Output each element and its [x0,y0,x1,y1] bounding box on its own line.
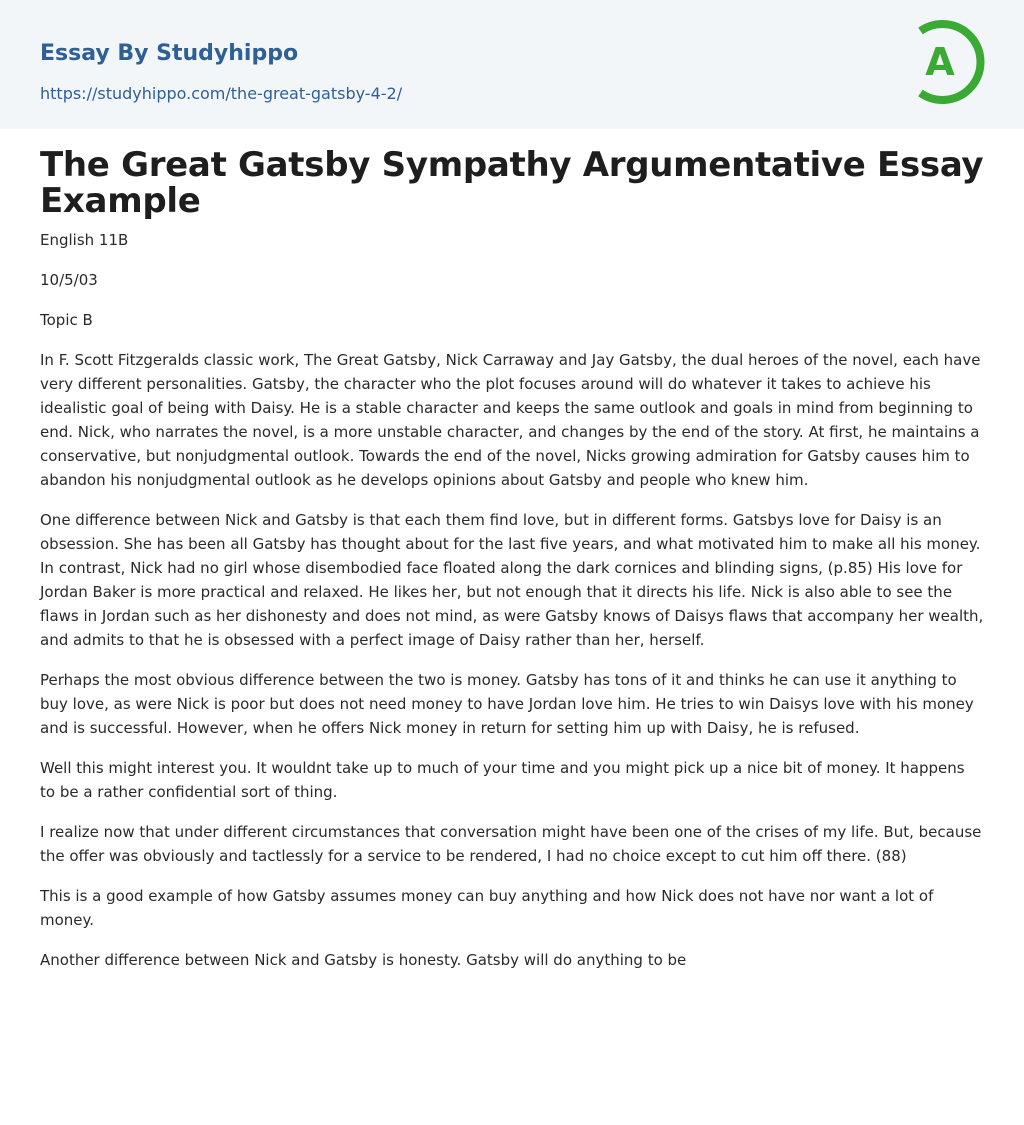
essay-title: The Great Gatsby Sympathy Argumentative Essay Example [40,145,984,221]
essay-paragraph-5: Another difference between Nick and Gatsby is honesty. Gatsby will do anything to be [40,951,687,969]
essay-paragraph-4: This is a good example of how Gatsby assumes money can buy anything and how Nick does not have nor want a lot of money. [40,887,934,929]
essay-quote-1: Well this might interest you. It wouldnt take up to much of your time and you might pick up a nice bit of money. It happens to be a rather confidential sort of thing. [40,759,965,801]
essay-paragraph-1: In F. Scott Fitzgeralds classic work, The Great Gatsby, Nick Carraway and Jay Gatsby, the dual heroes of the novel, each have very different personalities. Gatsby, the character who the plot focuses around will do whatever it takes to achieve his idealistic goal of being with Daisy. He is a stable character and keeps the same outlook and goals in mind from beginning to end. Nick, who narrates the novel, is a more unstable character, and changes by the end of the story. At first, he maintains a conservative, but nonjudgmental outlook. Towards the end of the novel, Nicks growing admiration for Gatsby causes him to abandon his nonjudgmental outlook as he develops opinions about Gatsby and people who knew him. [40,351,981,489]
essay-date: 10/5/03 [40,271,98,289]
brand-title[interactable]: Essay By Studyhippo [40,41,299,66]
essay-topic: Topic B [40,311,93,329]
essay-paragraph-2: One difference between Nick and Gatsby is that each them find love, but in different forms. Gatsbys love for Daisy is an obsession. She has been all Gatsby has thought about for the last five years, and what motivated him to make all his money. In contrast, Nick had no girl whose disembodied face floated along the dark cornices and blinding signs, (p.85) His love for Jordan Baker is more practical and relaxed. He likes her, but not enough that it directs his life. Nick is also able to see the flaws in Jordan such as her dishonesty and does not mind, as were Gatsby knows of Daisys flaws that accompany her wealth, and admits to that he is obsessed with a perfect image of Daisy rather than her, herself. [40,511,984,649]
site-header [0,0,1024,129]
source-url-link[interactable]: https://studyhippo.com/the-great-gatsby-4-2/ [40,84,403,103]
essay-paragraph-3: Perhaps the most obvious difference between the two is money. Gatsby has tons of it and thinks he can use it anything to buy love, as were Nick is poor but does not need money to have Jordan love him. He tries to win Daisys love with his money and is successful. However, when he offers Nick money in return for setting him up with Daisy, he is refused. [40,671,974,737]
studyhippo-logo[interactable] [913,18,987,106]
essay-course: English 11B [40,231,129,249]
logo-ring-icon [913,18,987,106]
essay-content [0,129,1024,972]
essay-quote-2: I realize now that under different circumstances that conversation might have been one of the crises of my life. But, because the offer was obviously and tactlessly for a service to be rendered, I had no choice except to cut him off there. (88) [40,823,982,865]
logo-letter: A [925,40,955,84]
